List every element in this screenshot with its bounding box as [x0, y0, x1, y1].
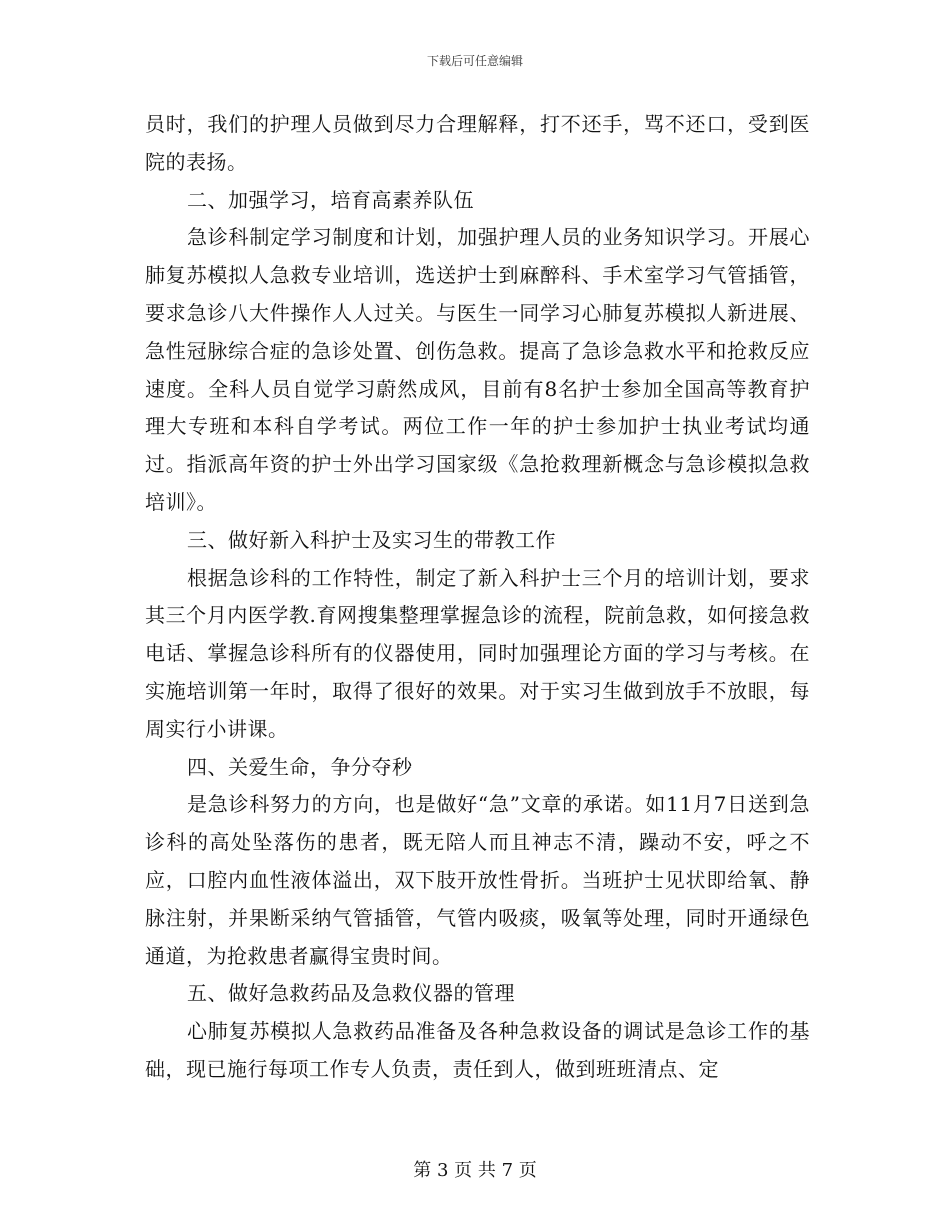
section-heading-3: 三、做好新入科护士及实习生的带教工作	[187, 527, 556, 552]
section-heading-2: 二、加强学习，培育高素养队伍	[187, 187, 474, 212]
page-number: 第 3 页 共 7 页	[413, 1160, 537, 1181]
paragraph-continued: 员时，我们的护理人员做到尽力合理解释，打不还手，骂不还口，受到医院的表扬。	[145, 112, 810, 174]
section-heading-4: 四、关爱生命，争分夺秒	[187, 754, 413, 779]
paragraph-study: 急诊科制定学习制度和计划，加强护理人员的业务知识学习。开展心肺复苏模拟人急救专业培训，选送护士到麻醉科、手术室学习气管插管，要求急诊八大件操作人人过关。与医生一同学习心肺复苏模拟人新进展、急性冠脉综合症的急诊处置、创伤急救。提高了急诊急救水平和抢救反应速度。全科人员自觉学习蔚然成风，目前有8名护士参加全国高等教育护理大专班和本科自学考试。两位工作一年的护士参加护士执业考试均通过。指派高年资的护士外出学习国家级《急抢救理新概念与急诊模拟急救培训》。	[145, 225, 810, 514]
document-body	[145, 106, 810, 1089]
paragraph-life: 是急诊科努力的方向，也是做好“急”文章的承诺。如11月7日送到急诊科的高处坠落伤的患者，既无陪人而且神志不清，躁动不安，呼之不应，口腔内血性液体溢出，双下肢开放性骨折。当班护士见状即给氧、静脉注射，并果断采纳气管插管，气管内吸痰，吸氧等处理，同时开通绿色通道，为抢救患者赢得宝贵时间。	[145, 792, 810, 968]
section-heading-5: 五、做好急救药品及急救仪器的管理	[187, 981, 515, 1006]
page-header: 下载后可任意编辑	[426, 54, 523, 68]
paragraph-equipment: 心肺复苏模拟人急救药品准备及各种急救设备的调试是急诊工作的基础，现已施行每项工作专人负责，责任到人，做到班班清点、定	[145, 1019, 810, 1081]
paragraph-training: 根据急诊科的工作特性，制定了新入科护士三个月的培训计划，要求其三个月内医学教.育网搜集整理掌握急诊的流程，院前急救，如何接急救电话、掌握急诊科所有的仪器使用，同时加强理论方面的学习与考核。在实施培训第一年时，取得了很好的效果。对于实习生做到放手不放眼，每周实行小讲课。	[145, 565, 810, 741]
